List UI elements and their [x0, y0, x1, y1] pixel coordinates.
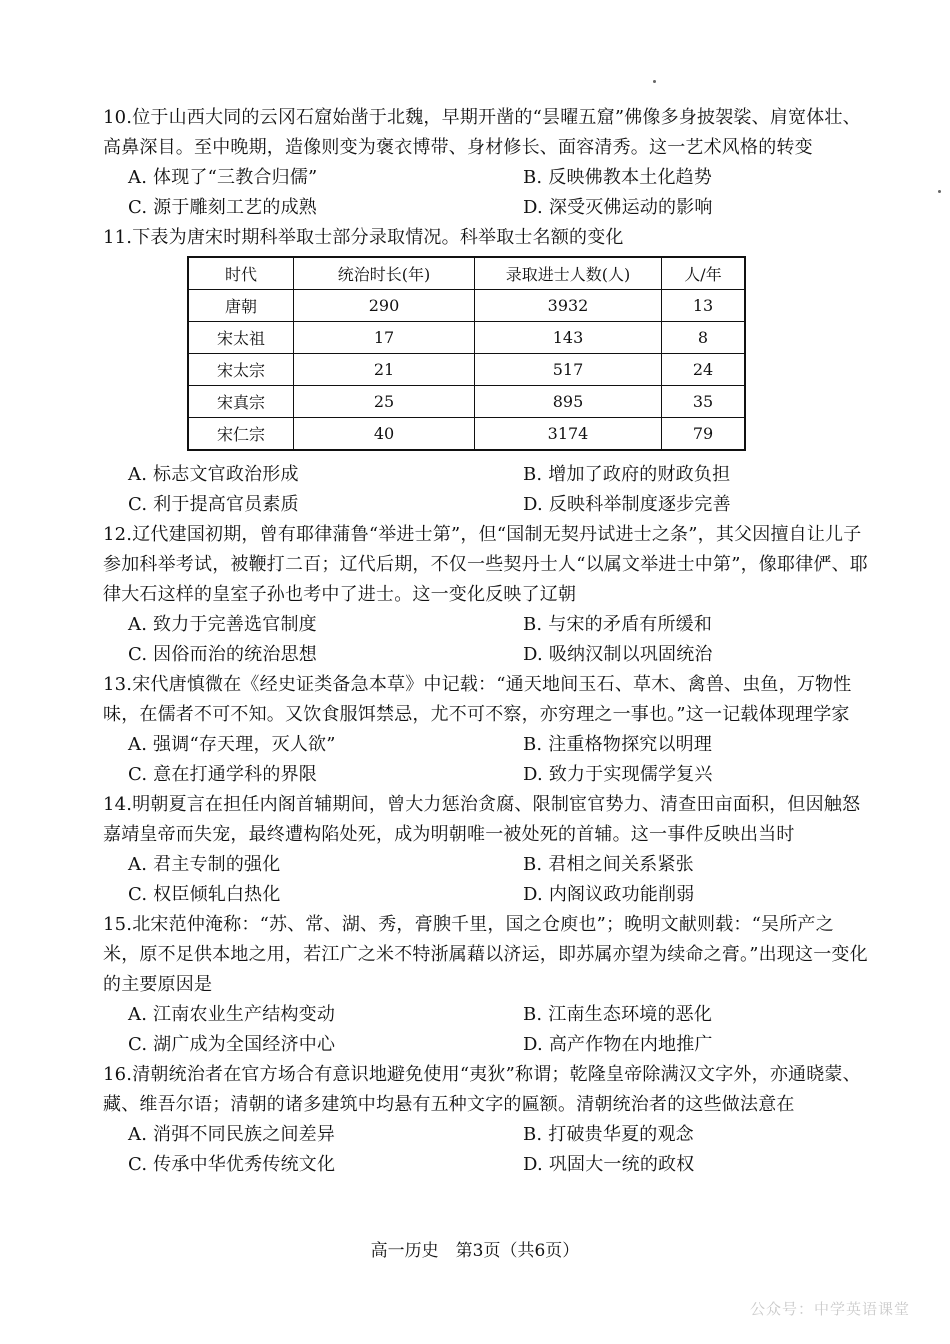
options [103, 163, 868, 223]
scan-speck [938, 190, 941, 193]
question-number: 11. [103, 227, 133, 248]
table-header-row [188, 257, 745, 290]
option-b: B. 增加了政府的财政负担 [523, 464, 731, 485]
page-footer: 高一历史 第3页（共6页） [370, 1241, 580, 1261]
table-cell: 79 [662, 418, 746, 451]
table-cell: 17 [294, 322, 475, 354]
table-cell: 35 [662, 386, 746, 418]
scan-speck [653, 80, 656, 83]
question-number: 13. [103, 674, 133, 695]
question-stem: 16.清朝统治者在官方场合有意识地避免使用“夷狄”称谓；乾隆皇帝除满汉文字外，亦通晓蒙、藏、维吾尔语；清朝的诸多建筑中均悬有五种文字的匾额。清朝统治者的这些做法意在 [103, 1064, 861, 1115]
option-b: B. 与宋的矛盾有所缓和 [523, 614, 713, 635]
question-stem: 11.下表为唐宋时期科举取士部分录取情况。科举取士名额的变化 [103, 227, 624, 248]
table-cell: 宋仁宗 [188, 418, 294, 451]
question-stem: 13.宋代唐慎微在《经史证类备急本草》中记载：“通天地间玉石、草木、禽兽、虫鱼，万物性味，在儒者不可不知。又饮食服饵禁忌，尤不可不察，亦穷理之一事也。”这一记载体现理学家 [103, 674, 852, 725]
options [103, 730, 868, 790]
table-cell: 517 [475, 354, 662, 386]
table-header: 录取进士人数(人) [475, 257, 662, 290]
option-c: C. 意在打通学科的界限 [128, 764, 317, 785]
options [103, 610, 868, 670]
enrollment-table [187, 256, 746, 451]
option-c: C. 权臣倾轧白热化 [128, 884, 281, 905]
option-a: A. 君主专制的强化 [128, 854, 281, 875]
question-12 [103, 520, 868, 670]
table-row [188, 386, 745, 418]
table-cell: 25 [294, 386, 475, 418]
option-d: D. 高产作物在内地推广 [523, 1034, 713, 1055]
option-a: A. 消弭不同民族之间差异 [128, 1124, 336, 1145]
table-cell: 宋真宗 [188, 386, 294, 418]
question-number: 14. [103, 794, 133, 815]
option-c: C. 利于提高官员素质 [128, 494, 299, 515]
enrollment-table-wrapper [187, 256, 746, 451]
options [103, 850, 868, 910]
option-d: D. 吸纳汉制以巩固统治 [523, 644, 713, 665]
question-number: 15. [103, 914, 133, 935]
question-13 [103, 670, 868, 790]
options [103, 1000, 868, 1060]
table-cell: 290 [294, 290, 475, 322]
question-10 [103, 103, 868, 223]
option-b: B. 反映佛教本土化趋势 [523, 167, 713, 188]
table-cell: 宋太祖 [188, 322, 294, 354]
table-row [188, 290, 745, 322]
table-cell: 8 [662, 322, 746, 354]
table-cell: 宋太宗 [188, 354, 294, 386]
table-cell: 21 [294, 354, 475, 386]
watermark-text: 公众号：中学英语课堂 [749, 1300, 910, 1318]
option-d: D. 致力于实现儒学复兴 [523, 764, 713, 785]
question-11 [103, 223, 868, 253]
options [103, 1120, 868, 1180]
table-cell: 40 [294, 418, 475, 451]
question-stem: 12.辽代建国初期，曾有耶律蒲鲁“举进士第”，但“国制无契丹试进士之条”，其父因擅自让儿子参加科举考试，被鞭打二百；辽代后期，不仅一些契丹士人“以属文举进士中第”，像耶律俨、耶律大石这样的皇室子孙也考中了进士。这一变化反映了辽朝 [103, 524, 868, 605]
question-15 [103, 910, 868, 1060]
table-row [188, 354, 745, 386]
question-number: 10. [103, 107, 133, 128]
option-c: C. 湖广成为全国经济中心 [128, 1034, 336, 1055]
option-c: C. 传承中华优秀传统文化 [128, 1154, 336, 1175]
table-row [188, 322, 745, 354]
table-row [188, 418, 745, 451]
option-a: A. 强调“存天理，灭人欲” [128, 734, 336, 755]
options [103, 460, 868, 520]
table-cell: 3174 [475, 418, 662, 451]
table-cell: 895 [475, 386, 662, 418]
question-11-options [103, 460, 868, 520]
question-14 [103, 790, 868, 910]
table-cell: 24 [662, 354, 746, 386]
table-cell: 13 [662, 290, 746, 322]
option-b: B. 打破贵华夏的观念 [523, 1124, 694, 1145]
question-number: 16. [103, 1064, 133, 1085]
question-stem: 10.位于山西大同的云冈石窟始凿于北魏，早期开凿的“昙曜五窟”佛像多身披袈裟、肩宽体壮、高鼻深目。至中晚期，造像则变为褒衣博带、身材修长、面容清秀。这一艺术风格的转变 [103, 107, 861, 158]
question-16 [103, 1060, 868, 1180]
table-header: 时代 [188, 257, 294, 290]
option-d: D. 深受灭佛运动的影响 [523, 197, 713, 218]
table-cell: 143 [475, 322, 662, 354]
option-c: C. 源于雕刻工艺的成熟 [128, 197, 317, 218]
table-cell: 3932 [475, 290, 662, 322]
option-b: B. 君相之间关系紧张 [523, 854, 694, 875]
option-b: B. 注重格物探究以明理 [523, 734, 713, 755]
table-cell: 唐朝 [188, 290, 294, 322]
option-d: D. 巩固大一统的政权 [523, 1154, 695, 1175]
option-a: A. 江南农业生产结构变动 [128, 1004, 336, 1025]
option-b: B. 江南生态环境的恶化 [523, 1004, 713, 1025]
table-header: 人/年 [662, 257, 746, 290]
question-stem: 15.北宋范仲淹称：“苏、常、湖、秀，膏腴千里，国之仓庾也”；晚明文献则载：“吴所产之米，原不足供本地之用，若江广之米不特浙属藉以济运，即苏属亦望为续命之膏。”出现这一变化的主要原因是 [103, 914, 868, 995]
option-a: A. 致力于完善选官制度 [128, 614, 317, 635]
option-c: C. 因俗而治的统治思想 [128, 644, 317, 665]
question-number: 12. [103, 524, 133, 545]
table-header: 统治时长(年) [294, 257, 475, 290]
option-a: A. 体现了“三教合归儒” [128, 167, 318, 188]
option-a: A. 标志文官政治形成 [128, 464, 299, 485]
question-stem: 14.明朝夏言在担任内阁首辅期间，曾大力惩治贪腐、限制宦官势力、清查田亩面积，但因触怒嘉靖皇帝而失宠，最终遭构陷处死，成为明朝唯一被处死的首辅。这一事件反映出当时 [103, 794, 861, 845]
option-d: D. 内阁议政功能削弱 [523, 884, 695, 905]
option-d: D. 反映科举制度逐步完善 [523, 494, 731, 515]
